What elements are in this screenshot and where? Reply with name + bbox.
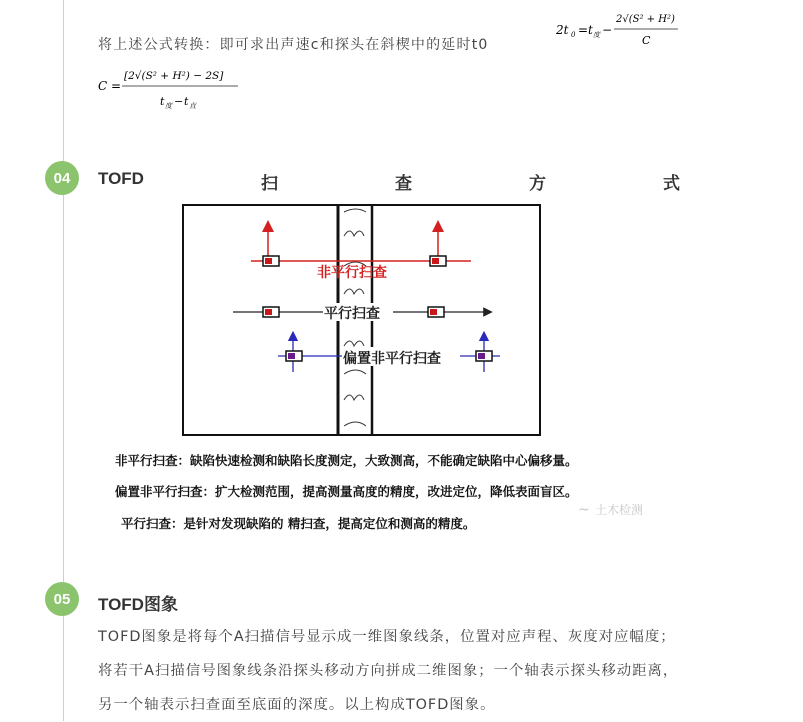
formula2-numerator: [2√(S² + H²) − 2S] (124, 70, 224, 82)
formula2-den-a: t (160, 95, 165, 108)
note-line: 平行扫查：是针对发现缺陷的 精扫查，提高定位和测高的精度。 (121, 516, 476, 531)
formula2-den-b: t (184, 95, 189, 108)
formula-minus: − (602, 23, 613, 37)
heading-part: 查 (394, 174, 412, 193)
formula-t: t (588, 23, 593, 37)
section-number-badge: 05 (45, 582, 79, 616)
section-paragraph: TOFD图象是将每个A扫描信号显示成一维图象线条，位置对应声程、灰度对应幅度；将若干A扫描信号图象线条沿探头移动方向拼成二维图象；一个轴表示探头移动距离，另一个轴表示扫查面至底面的深度。以上构成TOFD图象。 (98, 629, 679, 713)
section-heading: TOFD图象 (98, 595, 178, 614)
formula-numerator: 2√(S² + H²) (616, 14, 675, 25)
formula2-den-b-sub: 直 (189, 102, 196, 110)
heading-part: 扫 (260, 174, 278, 193)
formula-t-sub: 度 (593, 31, 600, 39)
formula-delay (556, 6, 686, 50)
note-line: 非平行扫查：缺陷快速检测和缺陷长度测定，大致测高，不能确定缺陷中心偏移量。 (115, 453, 578, 468)
note-line: 偏置非平行扫查：扩大检测范围，提高测量高度的精度，改进定位，降低表面盲区。 (115, 484, 578, 499)
heading-part: 式 (662, 174, 680, 193)
tofd-scan-diagram (98, 196, 680, 542)
formula2-den-minus: − (174, 95, 184, 108)
section-heading (98, 169, 680, 194)
offset-label: 偏置非平行扫查 (343, 351, 441, 367)
parallel-label: 平行扫查 (324, 306, 380, 322)
watermark (578, 502, 643, 518)
intro-text: 将上述公式转换：即可求出声速c和探头在斜楔中的延时t0 (98, 37, 489, 53)
heading-part: 方 (528, 174, 546, 193)
formula2-lhs: C = (98, 79, 122, 93)
formula-speed (98, 62, 248, 114)
formula-lhs: 2t (556, 23, 569, 37)
formula-denominator: C (642, 34, 651, 47)
watermark-icon: ~ (578, 502, 590, 518)
nonparallel-label: 非平行扫查 (317, 265, 387, 281)
heading-part: TOFD (98, 169, 144, 188)
formula-eq: = (578, 23, 589, 37)
watermark-text: 土木检测 (595, 503, 644, 517)
formula-lhs-sub: 0 (571, 31, 576, 39)
formula2-den-a-sub: 度 (165, 102, 172, 110)
section-number-badge: 04 (45, 161, 79, 195)
